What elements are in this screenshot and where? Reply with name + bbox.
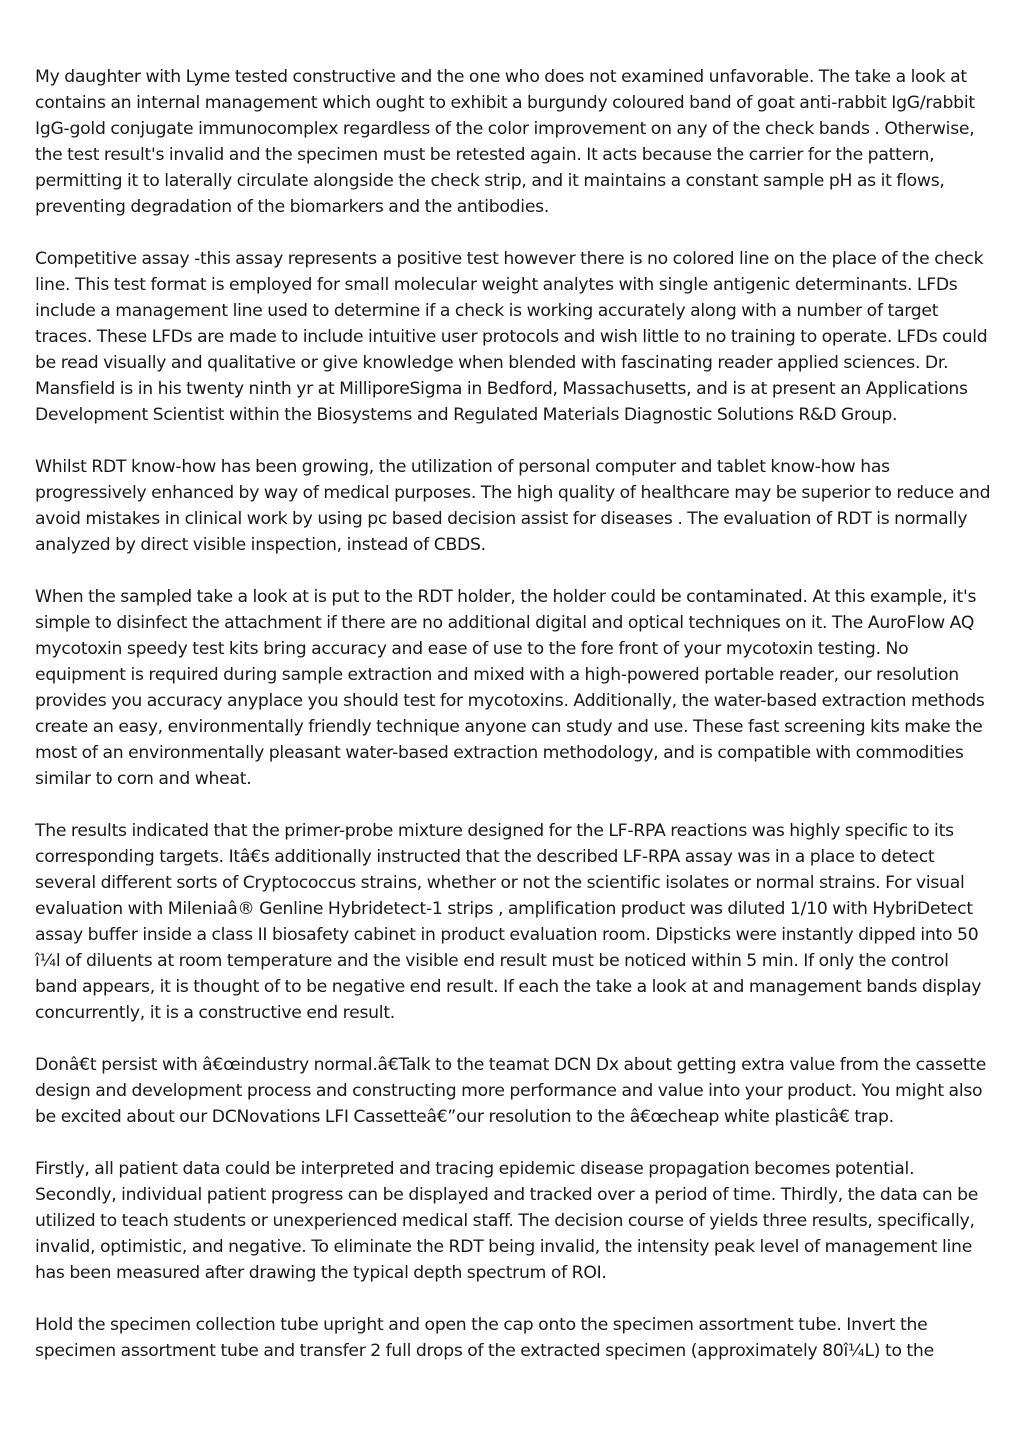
paragraph-2: Competitive assay -this assay represents a positive test however there is no colored line on the place of the check line. This test format is employed for small molecular weight analytes with single antigenic determinants. LFDs include a management line used to determine if a check is working accurately along with a number of target traces. These LFDs are made to include intuitive user protocols and wish little to no training to operate. LFDs could be read visually and qualitative or give knowledge when blended with fascinating reader applied sciences. Dr. Mansfield is in his twenty ninth yr at MilliporeSigma in Bedford, Massachusetts, and is at present an Applications Development Scientist within the Biosystems and Regulated Materials Diagnostic Solutions R&D Group. xyxy=(35,249,988,425)
paragraph-5: The results indicated that the primer-probe mixture designed for the LF-RPA reactions was highly specific to its corresponding targets. Itâ€s additionally instructed that the described LF-RPA assay was in a place to detect several different sorts of Cryptococcus strains, whether or not the scientific isolates or normal strains. For visual evaluation with Mileniaâ® Genline Hybridetect-1 strips , amplification product was diluted 1/10 with HybriDetect assay buffer inside a class II biosafety cabinet in product evaluation room. Dipsticks were instantly dipped into 50 î¼l of diluents at room temperature and the visible end result must be noticed within 5 min. If only the control band appears, it is thought of to be negative end result. If each the take a look at and management bands display concurrently, it is a constructive end result. xyxy=(35,821,982,1023)
paragraph-7: Firstly, all patient data could be interpreted and tracing epidemic disease propagation becomes potential. Secondly, individual patient progress can be displayed and tracked over a period of time. Thirdly, the data can be utilized to teach students or unexperienced medical staff. The decision course of yields three results, specifically, invalid, optimistic, and negative. To eliminate the RDT being invalid, the intensity peak level of management line has been measured after drawing the typical depth spectrum of ROI. xyxy=(35,1159,979,1283)
paragraph-1: My daughter with Lyme tested constructive and the one who does not examined unfavorable. The take a look at contains an internal management which ought to exhibit a burgundy coloured band of goat anti-rabbit IgG/rabbit IgG-gold conjugate immunocomplex regardless of the color improvement on any of the check bands . Otherwise, the test result's invalid and the specimen must be retested again. It acts because the carrier for the pattern, permitting it to laterally circulate alongside the check strip, and it maintains a constant sample pH as it flows, preventing degradation of the biomarkers and the antibodies. xyxy=(35,67,975,217)
paragraph-3: Whilst RDT know-how has been growing, the utilization of personal computer and tablet know-how has progressively enhanced by way of medical purposes. The high quality of healthcare may be superior to reduce and avoid mistakes in clinical work by using pc based decision assist for diseases . The evaluation of RDT is normally analyzed by direct visible inspection, instead of CBDS. xyxy=(35,457,991,555)
paragraph-4: When the sampled take a look at is put to the RDT holder, the holder could be contaminated. At this example, it's simple to disinfect the attachment if there are no additional digital and optical techniques on it. The AuroFlow AQ mycotoxin speedy test kits bring accuracy and ease of use to the fore front of your mycotoxin testing. No equipment is required during sample extraction and mixed with a high-powered portable reader, our resolution provides you accuracy anyplace you should test for mycotoxins. Additionally, the water-based extraction methods create an easy, environmentally friendly technique anyone can study and use. These fast screening kits make the most of an environmentally pleasant water-based extraction methodology, and is compatible with commodities similar to corn and wheat. xyxy=(35,587,985,789)
document-body xyxy=(35,64,993,1390)
paragraph-6: Donâ€t persist with â€œindustry normal.â€Talk to the teamat DCN Dx about getting extra value from the cassette design and development process and constructing more performance and value into your product. You might also be excited about our DCNovations LFI Cassetteâ€”our resolution to the â€œcheap white plasticâ€ trap. xyxy=(35,1055,987,1127)
paragraph-8: Hold the specimen collection tube upright and open the cap onto the specimen assortment tube. Invert the specimen assortment tube and transfer 2 full drops of the extracted specimen (approximately 80î¼L) to the xyxy=(35,1315,934,1361)
